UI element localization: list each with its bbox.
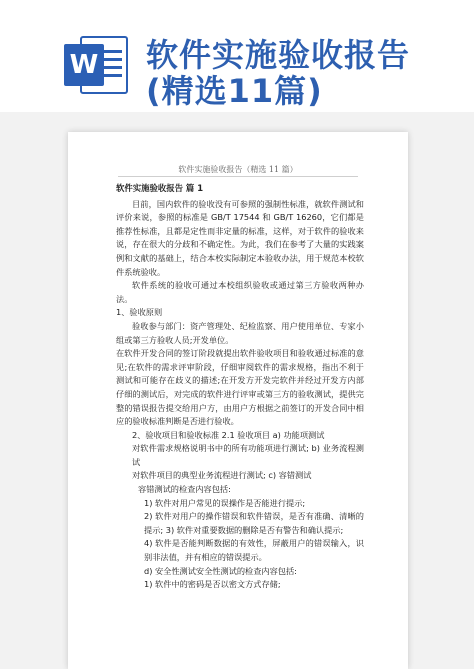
word-document-icon (62, 34, 130, 96)
header-divider (118, 176, 358, 177)
body-paragraph: 软件系统的验收可通过本校组织验收或通过第三方验收两种办法。 (116, 280, 364, 304)
body-paragraph: 1) 软件对用户常见的误操作是否能进行提示; (144, 497, 306, 508)
banner-title-line-1: 软件实施验收报告 (146, 36, 411, 74)
title-banner (0, 0, 474, 112)
body-paragraph: 目前，国内软件的验收没有可参照的强制性标准，就软件测试和评价来说，参照的标准是 GB/T 17544 和 GB/T 16260，它们都是推荐性标准，且都是定性而非定量的标准，这样，对于软件的验收来说，存在很大的分歧和不确定性。为此，我们在参考了大量的实践案例和文献的基础上，结合本校实际制定本验收办法，用于规范本校软件系统验收。 (116, 198, 364, 277)
body-paragraph: 容错测试的检查内容包括: (138, 484, 231, 495)
body-paragraph: 4) 软件是否能判断数据的有效性，屏蔽用户的错误输入，识别非法值，并有相应的错误提示。 (144, 538, 364, 563)
body-paragraph: d) 安全性测试安全性测试的检查内容包括: (144, 565, 297, 576)
section-title: 软件实施验收报告 篇 1 (116, 183, 204, 193)
body-paragraph: 对软件需求规格说明书中的所有功能项进行测试; b) 业务流程测试 (132, 443, 364, 467)
document-page (68, 132, 408, 669)
body-paragraph: 对软件项目的典型业务流程进行测试; c) 容错测试 (132, 470, 312, 481)
banner-title-line-2: (精选11篇) (146, 72, 323, 110)
body-paragraph: 验收参与部门：资产管理处、纪检监察、用户使用单位、专家小组或第三方验收人员;开发单位。 (116, 320, 364, 345)
word-letter-badge: W (64, 44, 104, 86)
running-header: 软件实施验收报告（精选 11 篇） (178, 165, 298, 174)
document-body (116, 182, 364, 592)
body-paragraph: 2) 软件对用户的操作错误和软件错误，是否有准确、清晰的提示; 3) 软件对重要数据的删除是否有警告和确认提示; (144, 511, 364, 535)
body-paragraph: 2、验收项目和验收标准 2.1 验收项目 a) 功能项测试 (132, 429, 325, 440)
body-paragraph: 1、验收原则 (116, 307, 163, 318)
body-paragraph: 在软件开发合同的签订阶段就提出软件验收项目和验收通过标准的意见;在软件的需求评审阶段，仔细审阅软件的需求规格，指出不利于测试和可能存在歧义的描述;在开发方开发完软件并经过开发方内部仔细的测试后，对完成的软件进行评审或第三方的验收测试，提供完整的错误报告提交给用户方，由用户方根据之前签订的开发合同中相应的验收标准判断是否进行验收。 (116, 348, 364, 427)
body-paragraph: 1) 软件中的密码是否以密文方式存储; (144, 579, 281, 590)
